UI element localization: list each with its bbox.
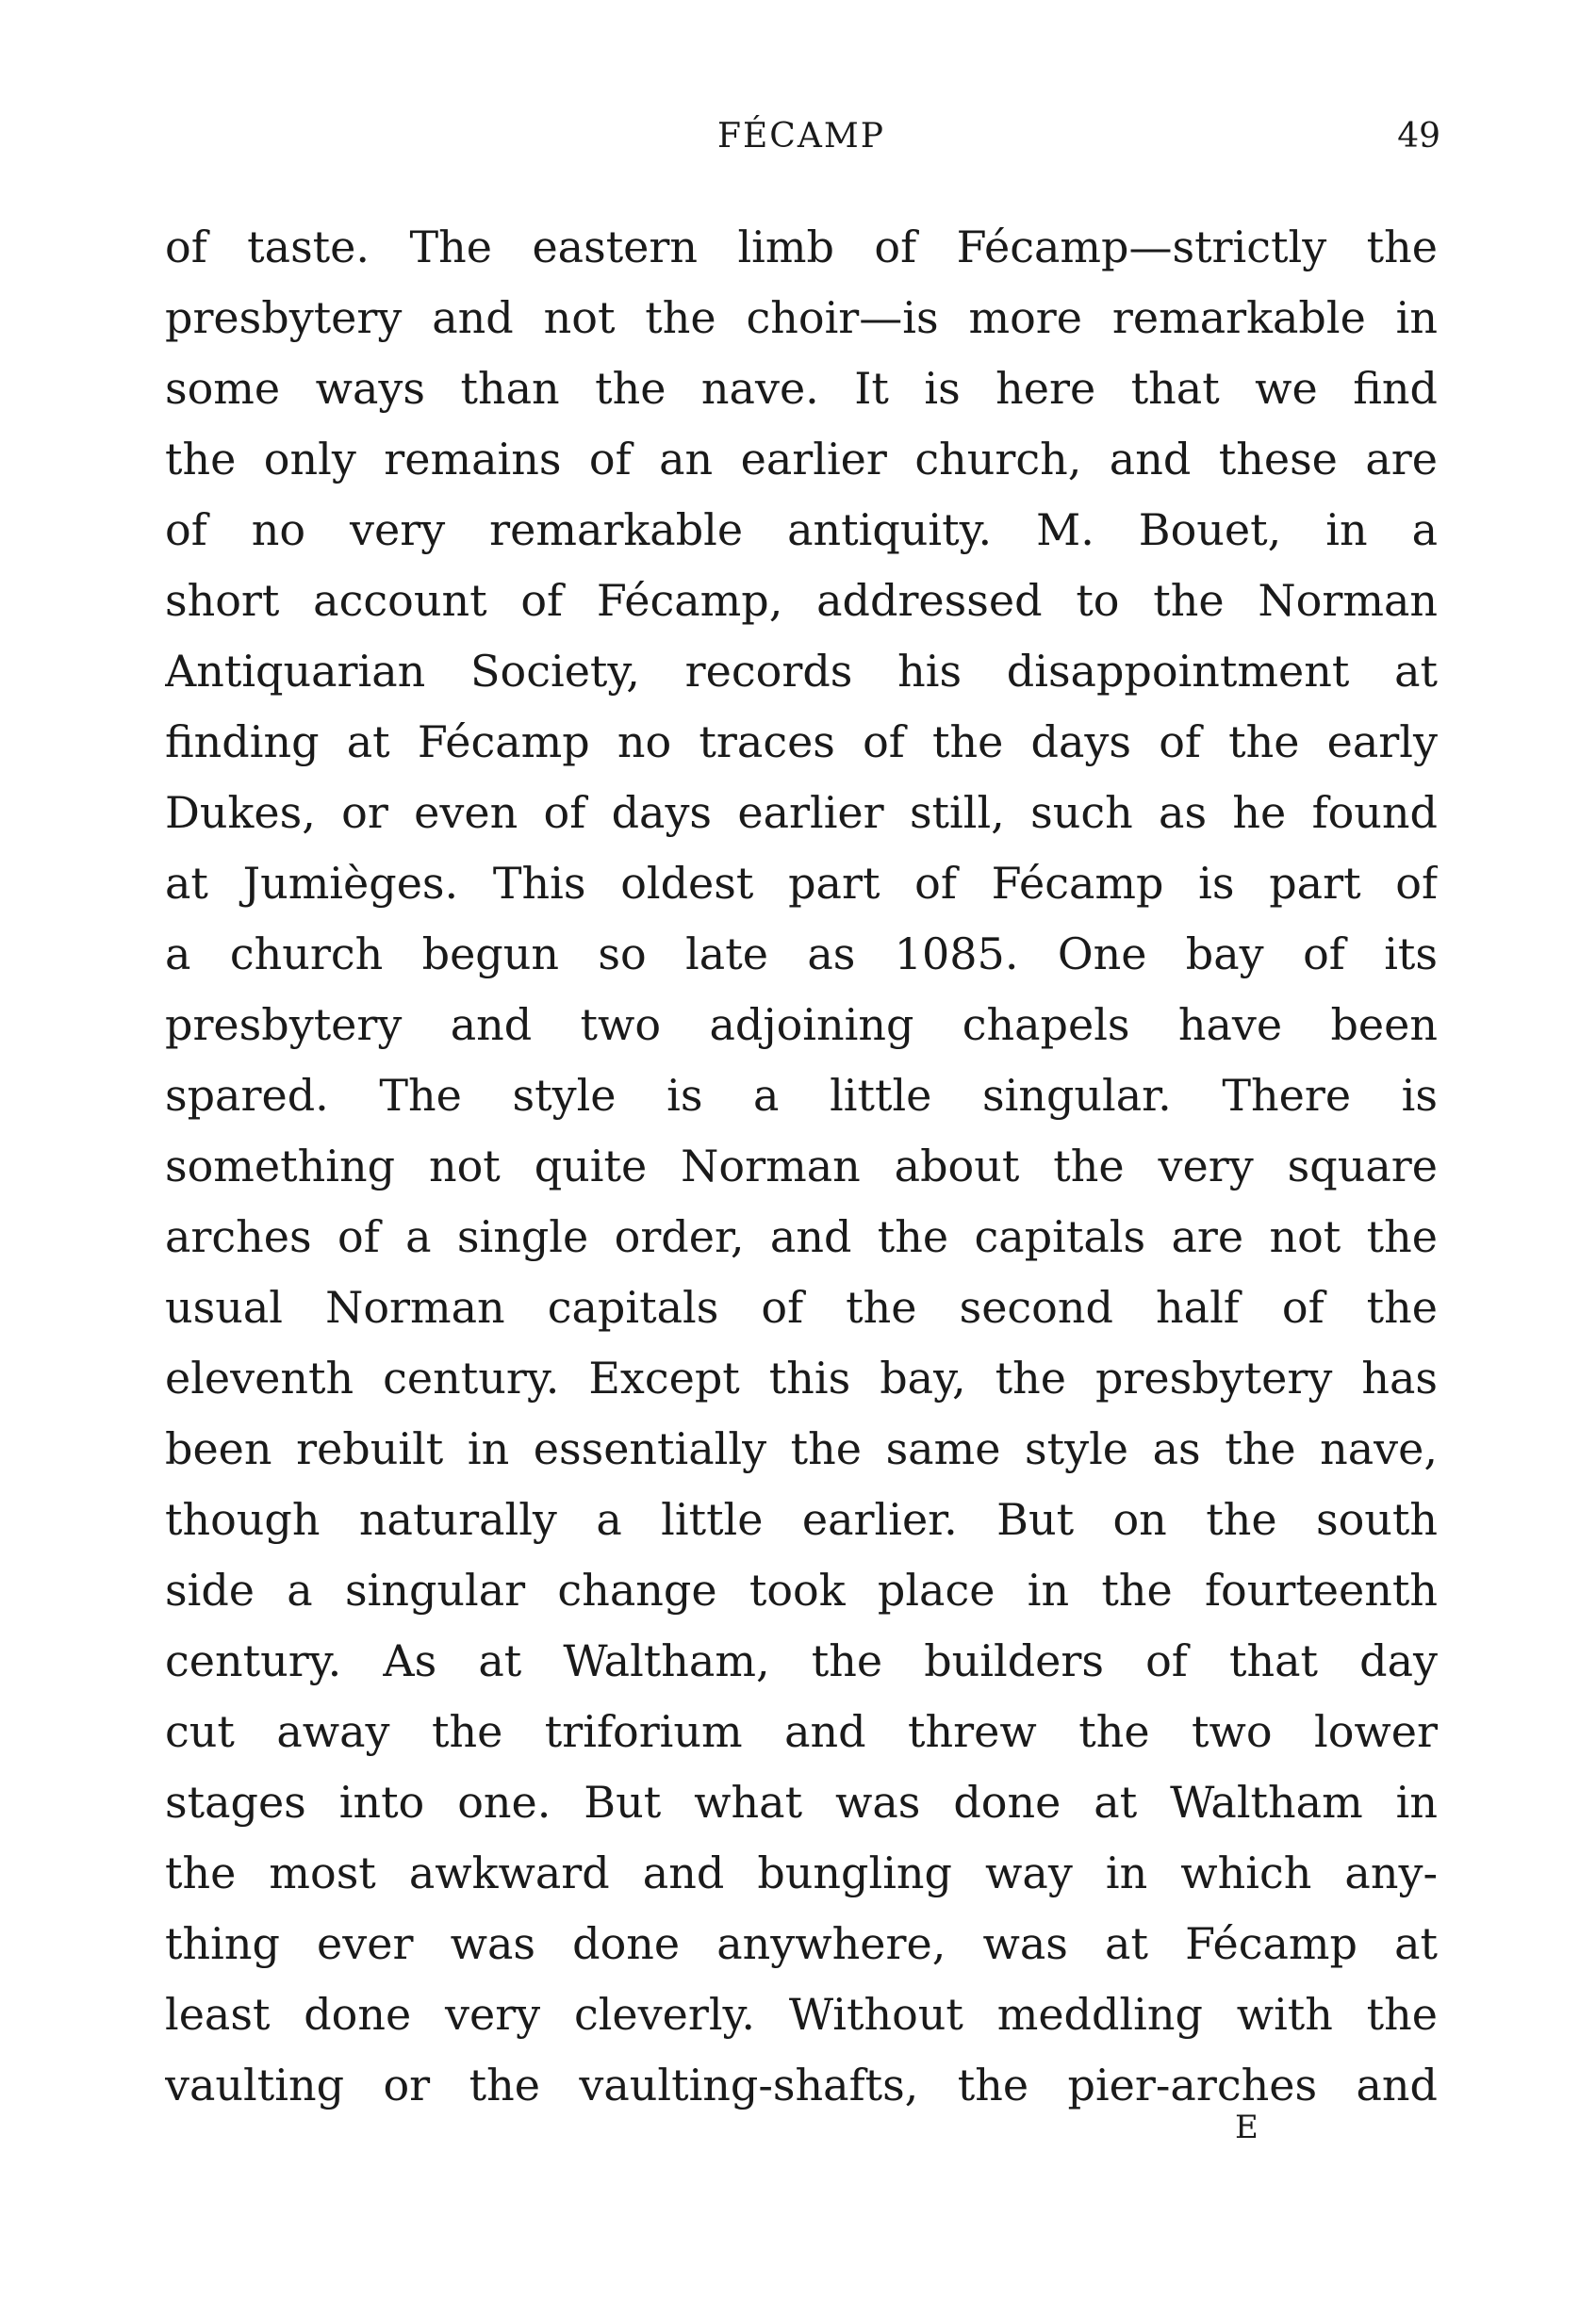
text-line: a church begun so late as 1085. One bay of its (165, 928, 1438, 979)
text-line: finding at Fécamp no traces of the days of the early (165, 716, 1438, 767)
text-line: vaulting or the vaulting-shafts, the pier-arches and (165, 2060, 1438, 2110)
text-line: century. As at Waltham, the builders of that day (165, 1635, 1438, 1686)
text-line: of taste. The eastern limb of Fécamp—strictly the (165, 222, 1438, 272)
text-line: thing ever was done anywhere, was at Fécamp at (165, 1918, 1438, 1969)
running-title: FÉCAMP (717, 117, 885, 156)
text-line: stages into one. But what was done at Waltham in (165, 1777, 1438, 1828)
text-line: some ways than the nave. It is here that we find (165, 363, 1438, 414)
text-line: usual Norman capitals of the second half of the (165, 1282, 1438, 1333)
body-text (165, 212, 1438, 2121)
running-head (162, 108, 1440, 165)
text-line: been rebuilt in essentially the same style as the nave, (165, 1423, 1438, 1474)
text-line: the only remains of an earlier church, and these are (165, 434, 1438, 484)
text-line: Antiquarian Society, records his disappointment at (165, 646, 1438, 697)
text-line: arches of a single order, and the capitals are not the (165, 1211, 1438, 1262)
page-number: 49 (1397, 117, 1440, 156)
text-line: eleventh century. Except this bay, the presbytery has (165, 1353, 1438, 1404)
text-line: something not quite Norman about the very square (165, 1141, 1438, 1191)
text-line: spared. The style is a little singular. There is (165, 1070, 1438, 1121)
text-line: though naturally a little earlier. But on the south (165, 1494, 1438, 1545)
text-line: side a singular change took place in the fourteenth (165, 1565, 1438, 1616)
text-line: at Jumièges. This oldest part of Fécamp is part of (165, 858, 1438, 909)
text-line: cut away the triforium and threw the two lower (165, 1706, 1438, 1757)
text-line: of no very remarkable antiquity. M. Bouet, in a (165, 504, 1438, 555)
text-line: the most awkward and bungling way in which any- (165, 1847, 1438, 1898)
text-line: presbytery and not the choir—is more remarkable in (165, 292, 1438, 343)
text-line: presbytery and two adjoining chapels have been (165, 999, 1438, 1050)
signature-mark: E (1235, 2109, 1259, 2146)
text-line: least done very cleverly. Without meddling with the (165, 1989, 1438, 2040)
text-line: Dukes, or even of days earlier still, such as he found (165, 787, 1438, 838)
text-line: short account of Fécamp, addressed to the Norman (165, 575, 1438, 626)
